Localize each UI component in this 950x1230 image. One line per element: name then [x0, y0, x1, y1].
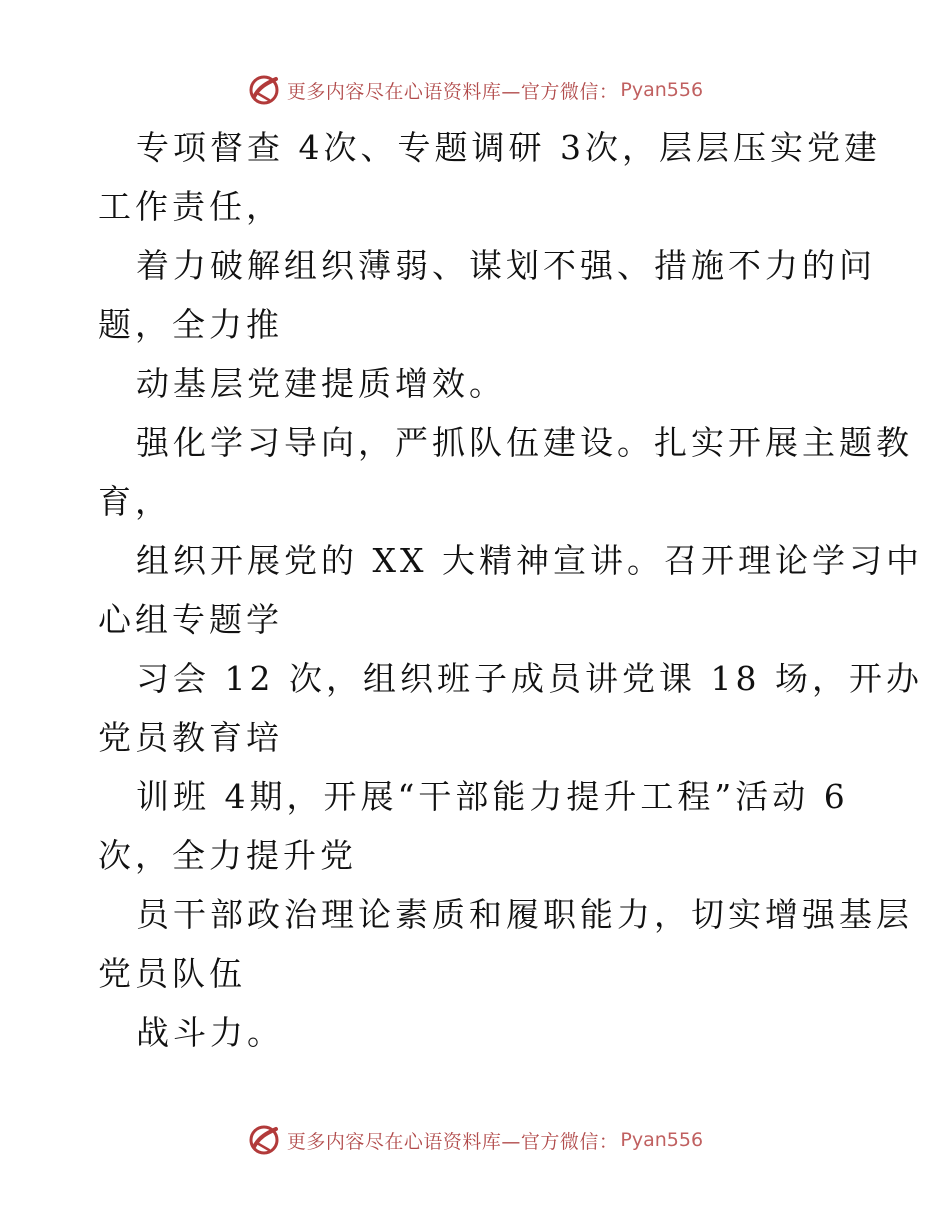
body-line: 工作责任，	[98, 187, 283, 226]
body-line: 党员教育培	[98, 718, 283, 757]
body-line: 育，	[98, 482, 172, 521]
body-line: 强化学习导向，严抓队伍建设。扎实开展主题教	[136, 423, 913, 462]
footer-banner-text: 更多内容尽在心语资料库—官方微信：	[286, 1130, 619, 1153]
body-line: 员干部政治理论素质和履职能力，切实增强基层	[136, 895, 913, 934]
body-line: 次，全力提升党	[98, 836, 357, 875]
brush-logo-icon	[247, 1123, 281, 1157]
body-line: 训班 4期，开展“干部能力提升工程”活动 6	[136, 777, 849, 816]
header-banner-wechat-id: Pyan556	[620, 79, 704, 101]
body-line: 战斗力。	[136, 1013, 284, 1052]
body-line: 习会 12 次，组织班子成员讲党课 18 场，开办	[136, 659, 923, 698]
footer-banner-wechat-id: Pyan556	[620, 1129, 704, 1151]
header-banner-text: 更多内容尽在心语资料库—官方微信：	[286, 80, 619, 103]
body-line: 着力破解组织薄弱、谋划不强、措施不力的问	[136, 246, 876, 285]
body-line: 党员队伍	[98, 954, 246, 993]
body-line: 心组专题学	[98, 600, 283, 639]
footer-banner	[0, 1120, 950, 1160]
brush-logo-icon	[247, 73, 281, 107]
body-line: 题，全力推	[98, 305, 283, 344]
body-line: 专项督查 4次、专题调研 3次，层层压实党建	[136, 128, 881, 167]
document-body	[98, 118, 923, 1062]
header-banner	[0, 70, 950, 110]
body-line: 动基层党建提质增效。	[136, 364, 506, 403]
body-line: 组织开展党的 XX 大精神宣讲。召开理论学习中	[136, 541, 923, 580]
